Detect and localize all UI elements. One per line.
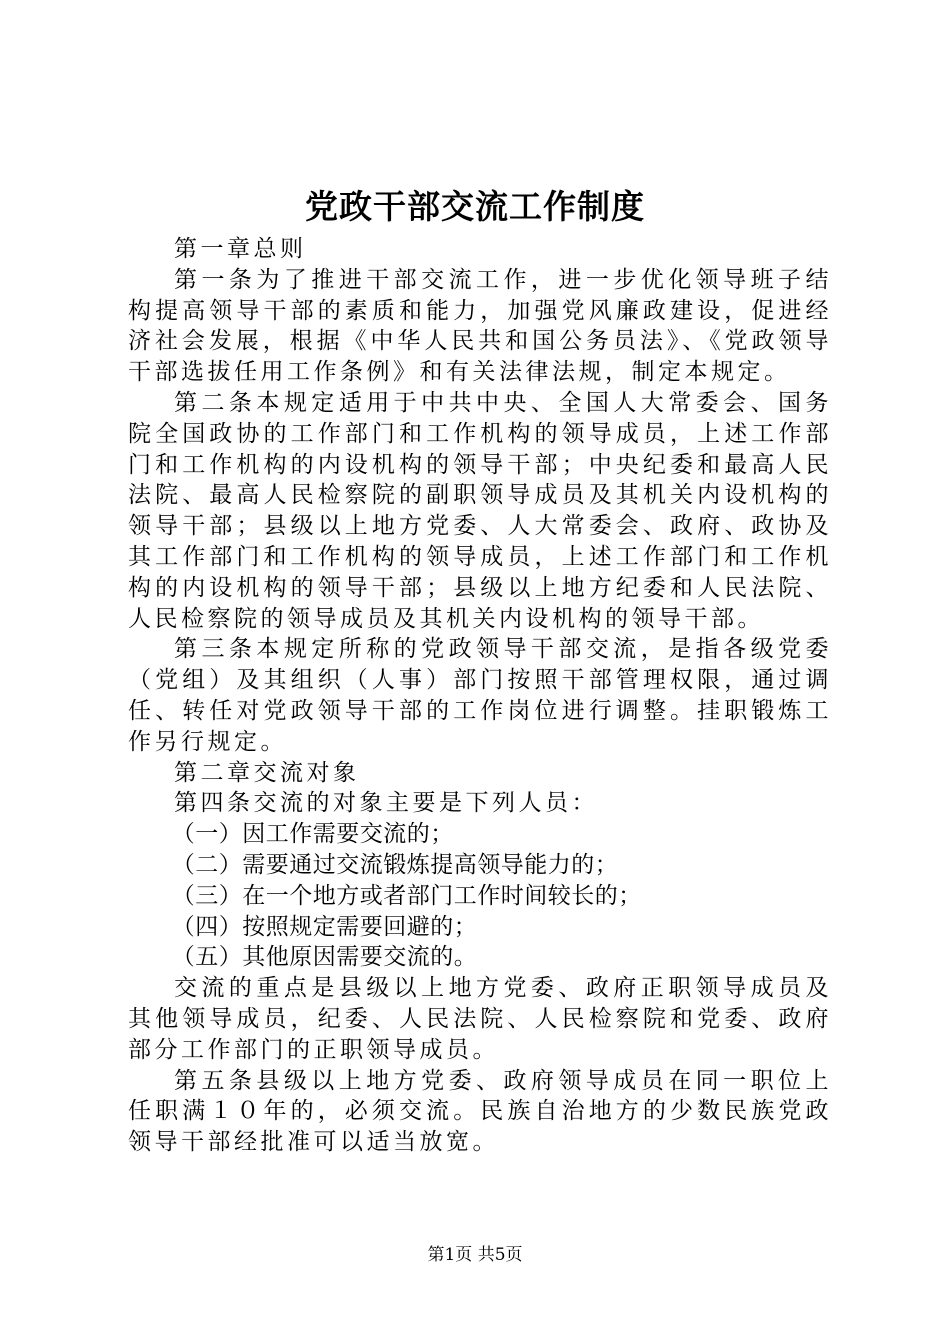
list-item: （三）在一个地方或者部门工作时间较长的； <box>171 882 642 909</box>
document-body <box>128 234 832 1158</box>
article-paragraph: 第二条本规定适用于中共中央、全国人大常委会、国务院全国政协的工作部门和工作机构的领导成员，上述工作部门和工作机构的内设机构的领导干部；中央纪委和最高人民法院、最高人民检察院的副职领导成员及其机关内设机构的领导干部；县级以上地方党委、人大常委会、政府、政协及其工作部门和工作机构的领导成员，上述工作部门和工作机构的内设机构的领导干部；县级以上地方纪委和人民法院、人民检察院的领导成员及其机关内设机构的领导干部。 <box>128 389 832 632</box>
article-paragraph: 第三条本规定所称的党政领导干部交流，是指各级党委（党组）及其组织（人事）部门按照干部管理权限，通过调任、转任对党政领导干部的工作岗位进行调整。挂职锻炼工作另行规定。 <box>128 636 832 755</box>
list-item: （一）因工作需要交流的； <box>171 821 454 848</box>
chapter-heading: 第一章总则 <box>174 236 307 262</box>
list-item: （二）需要通过交流锻炼提高领导能力的； <box>171 851 619 878</box>
article-paragraph: 第五条县级以上地方党委、政府领导成员在同一职位上任职满１０年的，必须交流。民族自治地方的少数民族党政领导干部经批准可以适当放宽。 <box>128 1067 832 1156</box>
list-item: （五）其他原因需要交流的。 <box>171 944 478 971</box>
article-paragraph: 第一条为了推进干部交流工作，进一步优化领导班子结构提高领导干部的素质和能力，加强党风廉政建设，促进经济社会发展，根据《中华人民共和国公务员法》、《党政领导干部选拔任用工作条例》和有关法律法规，制定本规定。 <box>128 266 832 386</box>
article-paragraph: 交流的重点是县级以上地方党委、政府正职领导成员及其他领导成员，纪委、人民法院、人民检察院和党委、政府部分工作部门的正职领导成员。 <box>128 975 832 1063</box>
document-title: 党政干部交流工作制度 <box>305 187 645 226</box>
page-footer: 第1页 共5页 <box>427 1245 523 1265</box>
chapter-heading: 第二章交流对象 <box>174 759 360 786</box>
article-paragraph: 第四条交流的对象主要是下列人员： <box>174 790 598 817</box>
list-item: （四）按照规定需要回避的； <box>171 913 478 940</box>
